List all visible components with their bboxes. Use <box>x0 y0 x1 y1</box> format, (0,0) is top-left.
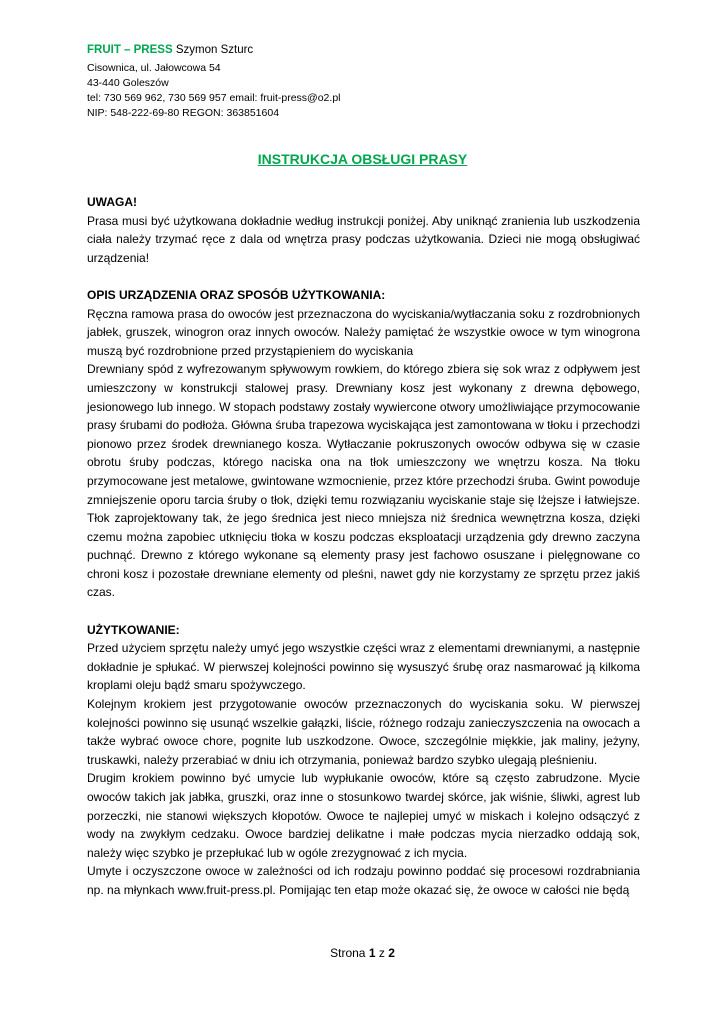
usage-paragraph-3: Drugim krokiem powinno być umycie lub wypłukanie owoców, które są często zabrudzone. Mycie owoców takich jak jabłka, gruszki, oraz inne o stosunkowo twardej skórce, jak wiśnie, śliwki, agrest lub porzeczki, nie stanowi większych kłopotów. Owoce te najlepiej umyć w miskach i kolejno odsączyć z wody na zwykłym cedzaku. Owoce bardziej delikatne i małe podczas mycia nierzadko oddają sok, należy więc szybko je przepłukać lub w ogóle zrezygnować z ich mycia. <box>87 771 640 860</box>
address-line-2: 43-440 Goleszów <box>87 77 169 89</box>
warning-section <box>87 193 640 267</box>
address-line-1: Cisownica, ul. Jałowcowa 54 <box>87 62 221 74</box>
company-header <box>87 43 647 121</box>
usage-paragraph-1: Przed użyciem sprzętu należy umyć jego wszystkie części wraz z elementami drewnianymi, a następnie dokładnie je spłukać. W pierwszej kolejności powinno się wysuszyć śrubę oraz nasmarować ją kilkoma kroplami oleju bądź smaru spożywczego. <box>87 641 640 693</box>
company-owner: Szymon Szturc <box>175 44 254 56</box>
description-section <box>87 286 640 602</box>
document-title: INSTRUKCJA OBSŁUGI PRASY <box>257 151 468 167</box>
contact-line: tel: 730 569 962, 730 569 957 email: fruit-press@o2.pl <box>87 92 341 104</box>
description-paragraph-2: Drewniany spód z wyfrezowanym spływowym rowkiem, do którego zbiera się sok wraz z odpływem jest umieszczony w konstrukcji stalowej prasy. Drewniany kosz jest wykonany z drewna dębowego, jesionowego lub innego. W stopach podstawy zostały wywiercone otwory umożliwiające przymocowanie prasy śrubami do podłoża. Główna śruba trapezowa wyciskająca jest zamontowana w tłoku i przechodzi pionowo przez środek drewnianego kosza. Wytłaczanie pokruszonych owoców odbywa się w czasie obrotu śruby podczas, którego naciska ona na tłok umieszczony we wnętrzu kosza. Na tłoku przymocowane jest metalowe, gwintowane wzmocnienie, przez które przechodzi śruba. Gwint powoduje zmniejszenie oporu tarcia śruby o tłok, dzięki temu rozwiązaniu wyciskanie staje się lżejsze i łatwiejsze. Tłok zaprojektowany tak, że jego średnica jest nieco mniejsza niż średnica wewnętrzna kosza, dzięki czemu można zapobiec utknięciu tłoka w koszu podczas eksploatacji urządzenia gdy drewno zaczyna puchnąć. Drewno z którego wykonane są elementy prasy jest fachowo osuszane i pielęgnowane co chroni kosz i pozostałe drewniane elementy od pleśni, nawet gdy nie korzystamy ze sprzętu przez jakiś czas. <box>87 362 640 600</box>
usage-paragraph-2: Kolejnym krokiem jest przygotowanie owoców przeznaczonych do wyciskania soku. W pierwszej kolejności powinno się usunąć wszelkie gałązki, liście, różnego rodzaju zanieczyszczenia na owocach a także wybrać owoce chore, pognite lub uszkodzone. Owoce, szczególnie miękkie, jak maliny, jeżyny, truskawki, należy przerabiać w dniu ich otrzymania, ponieważ bardzo szybko ulegają pleśnieniu. <box>87 697 640 767</box>
company-line <box>87 43 647 58</box>
company-name: FRUIT – PRESS <box>87 44 173 56</box>
footer-separator: z <box>378 946 385 960</box>
usage-heading: UŻYTKOWANIE: <box>87 622 180 637</box>
footer-total-pages: 2 <box>388 946 395 960</box>
description-paragraph-1: Ręczna ramowa prasa do owoców jest przeznaczona do wyciskania/wytłaczania soku z rozdrobnionych jabłek, gruszek, winogron oraz innych owoców. Należy pamiętać że wszystkie owoce w tym winogrona muszą być rozdrobnione przed przystąpieniem do wyciskania <box>87 306 640 358</box>
usage-section <box>87 621 640 900</box>
page-footer <box>0 946 725 960</box>
company-ids-line: NIP: 548-222-69-80 REGON: 363851604 <box>87 107 280 119</box>
footer-page-label: Strona <box>330 946 366 960</box>
document-body <box>87 193 640 918</box>
usage-paragraph-4: Umyte i oczyszczone owoce w zależności od ich rodzaju powinno poddać się procesowi rozdrabniania np. na młynkach www.fruit-press.pl. Pomijając ten etap może okazać się, że owoce w całości nie będą <box>87 864 640 897</box>
warning-heading: UWAGA! <box>87 195 137 209</box>
warning-paragraph: Prasa musi być użytkowana dokładnie według instrukcji poniżej. Aby uniknąć zranienia lub uszkodzenia ciała należy trzymać ręce z dala od wnętrza prasy podczas użytkowania. Dzieci nie mogą obsługiwać urządzenia! <box>87 213 640 265</box>
description-heading: OPIS URZĄDZENIA ORAZ SPOSÓB UŻYTKOWANIA: <box>87 287 386 302</box>
footer-current-page: 1 <box>368 946 376 960</box>
